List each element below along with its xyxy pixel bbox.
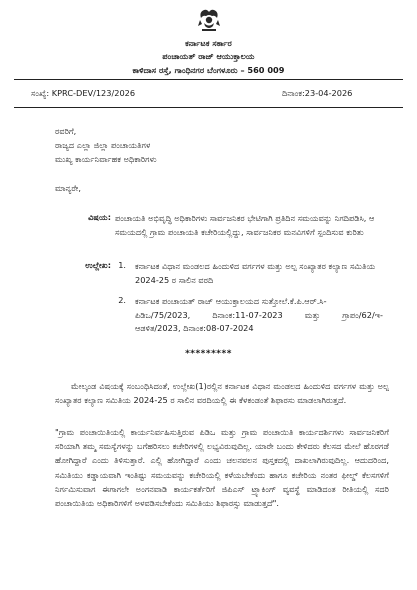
- reference-number-1: 1.: [118, 260, 126, 270]
- addressee-line-1: ರಾಜ್ಯದ ಎಲ್ಲಾ ಜಿಲ್ಲಾ ಪಂಚಾಯತಿಗಳ: [55, 140, 151, 150]
- karnataka-emblem-icon: [195, 6, 223, 33]
- reference-number: ಸಂಖ್ಯೆ: KPRC-DEV/123/2026: [31, 88, 136, 98]
- office-address: ಕಾಳಿದಾಸ ರಸ್ತೆ, ಗಾಂಧಿನಗರ ಬೆಂಗಳೂರು – 560 009: [132, 65, 285, 75]
- body-paragraph-2: "ಗ್ರಾಮ ಪಂಚಾಯಿತಿಯಲ್ಲಿ ಕಾರ್ಯನಿರ್ವಹಿಸುತ್ತಿರುವ ಪಿಡಿಒ ಮತ್ತು ಗ್ರಾಮ ಪಂಚಾಯಿತಿ ಕಾರ್ಯದರ್ಶಿಗಳು ಸಾರ್ವಜನಿಕರಿಗೆ ಸರಿಯಾಗಿ ತಮ್ಮ ಸಮಸ್ಯೆಗಳನ್ನು ಬಗೆಹರಿಸಲು ಕಚೇರಿಗಳಲ್ಲಿ ಲಭ್ಯವಿರುವುದಿಲ್ಲ. ಯಾರೇ ಬಂದು ಕೇಳಿದರು ಕೆಲಸದ ಮೇಲೆ ಹೊರಗಡೆ ಹೋಗಿದ್ದಾರೆ ಎಂದು ತಿಳಿಸುತ್ತಾರೆ. ಎಲ್ಲಿ ಹೋಗಿದ್ದಾರೆ ಎಂದು ಚಲನವಲನ ಪುಸ್ತಕದಲ್ಲಿ ದಾಖಲಾಗಿರುವುದಿಲ್ಲ. ಆದುದರಿಂದ, ಸಮಿತಿಯು ಕಡ್ಡಾಯವಾಗಿ ಇಂತಿಷ್ಟು ಸಮಯವನ್ನು ಕಚೇರಿಯಲ್ಲಿ ಕಳೆಯಬೇಕೆಂದು ಹಾಗೂ ಕಚೇರಿಯ ನಂತರ ಫೀಲ್ಡ್ ಕೆಲಸಗಳಿಗೆ ನಿರ್ಗಮಿಸುವಾಗ ಈಗಾಗಲೇ ಅಂಗನವಾಡಿ ಕಾರ್ಯಕರ್ತೆರಿಗೆ ಜಿಪಿಎಸ್ ಟ್ರ್ಯಾಕಿಂಗ್ ವ್ಯವಸ್ಥೆ ಮಾಡಿದಂತ ರೀತಿಯಲ್ಲಿ ಸದರಿ ಪಂಚಾಯಿತಿಯ ಅಧಿಕಾರಿಗಳಿಗೆ ಅಳವಡಿಸಬೇಕೆಂದು ಸಮಿತಿಯು ಶಿಫಾರಸ್ಸು ಮಾಡುತ್ತದೆ".: [55, 427, 389, 509]
- office-name: ಪಂಚಾಯತ್ ರಾಜ್ ಆಯುಕ್ತಾಲಯ: [162, 51, 255, 61]
- government-name: ಕರ್ನಾಟಕ ಸರ್ಕಾರ: [185, 38, 232, 48]
- reference-2-line-3: ಆಡಳಿತ/2023, ದಿನಾಂಕ:08-07-2024: [135, 323, 254, 334]
- section-separator: *********: [185, 349, 232, 359]
- body-paragraph-1: ಮೇಲ್ಕಂಡ ವಿಷಯಕ್ಕೆ ಸಂಬಂಧಿಸಿದಂತೆ, ಉಲ್ಲೇಖ(1)ರಲ್ಲಿನ ಕರ್ನಾಟಕ ವಿಧಾನ ಮಂಡಲದ ಹಿಂದುಳಿದ ವರ್ಗಗಳ ಮತ್ತು ಅಲ್ಪ ಸಂಖ್ಯಾತರ ಕಲ್ಯಾಣ ಸಮಿತಿಯ 2024-25 ರ ಸಾಲಿನ ವರದಿಯಲ್ಲಿ ಈ ಕೆಳಕಂಡಂತೆ ಶಿಫಾರಸು ಮಾಡಲಾಗಿರುತ್ತದೆ.: [55, 381, 389, 406]
- reference-2-line-2: ಪಿಡಿಒ/75/2023, ದಿನಾಂಕ:11-07-2023 ಮತ್ತು ಗ್ರಾಪಂ/62/ಇ-: [135, 309, 383, 320]
- addressee-to: ರವರಿಗೆ,: [55, 126, 77, 136]
- addressee-line-2: ಮುಖ್ಯ ಕಾರ್ಯನಿರ್ವಾಹಕ ಅಧಿಕಾರಿಗಳು: [55, 154, 157, 164]
- reference-2-line-1: ಕರ್ನಾಟಕ ಪಂಚಾಯತ್ ರಾಜ್ ಆಯುಕ್ತಾಲಯದ ಸುತ್ತೋಲೆ.ಕೆ.ಪಿ.ಆರ್.ಸಿ-: [135, 296, 327, 306]
- reference-number-2: 2.: [118, 295, 126, 305]
- reference-divider: [14, 107, 403, 108]
- letter-date: ದಿನಾಂಕ:23-04-2026: [282, 88, 353, 98]
- header-divider: [14, 79, 403, 80]
- reference-label: ಉಲ್ಲೇಖ:: [85, 260, 111, 270]
- subject-text: ಪಂಚಾಯತಿ ಅಭಿವೃದ್ಧಿ ಅಧಿಕಾರಿಗಳು ಸಾರ್ವಜನಿಕರ ಭೇಟಿಗಾಗಿ ಪ್ರತಿದಿನ ಸಮಯವನ್ನು ನಿಗದಿಪಡಿಸಿ, ಆ ಸಮಯದಲ್ಲಿ ಗ್ರಾಮ ಪಂಚಾಯತಿ ಕಚೇರಿಯಲ್ಲಿದ್ದು, ಸಾರ್ವಜನಿಕರ ಮನವಿಗಳಿಗೆ ಸ್ಪಂದಿಸುವ ಕುರಿತು: [115, 213, 375, 237]
- salutation: ಮಾನ್ಯರೇ,: [55, 183, 81, 193]
- reference-text-1: ಕರ್ನಾಟಕ ವಿಧಾನ ಮಂಡಲದ ಹಿಂದುಳಿದ ವರ್ಗಗಳ ಮತ್ತು ಅಲ್ಪ ಸಂಖ್ಯಾತರ ಕಲ್ಯಾಣ ಸಮಿತಿಯ 2024-25 ರ ಸಾಲಿನ ವರದಿ: [135, 261, 376, 285]
- subject-label: ವಿಷಯ:: [88, 212, 111, 222]
- reference-text-2: [135, 295, 383, 336]
